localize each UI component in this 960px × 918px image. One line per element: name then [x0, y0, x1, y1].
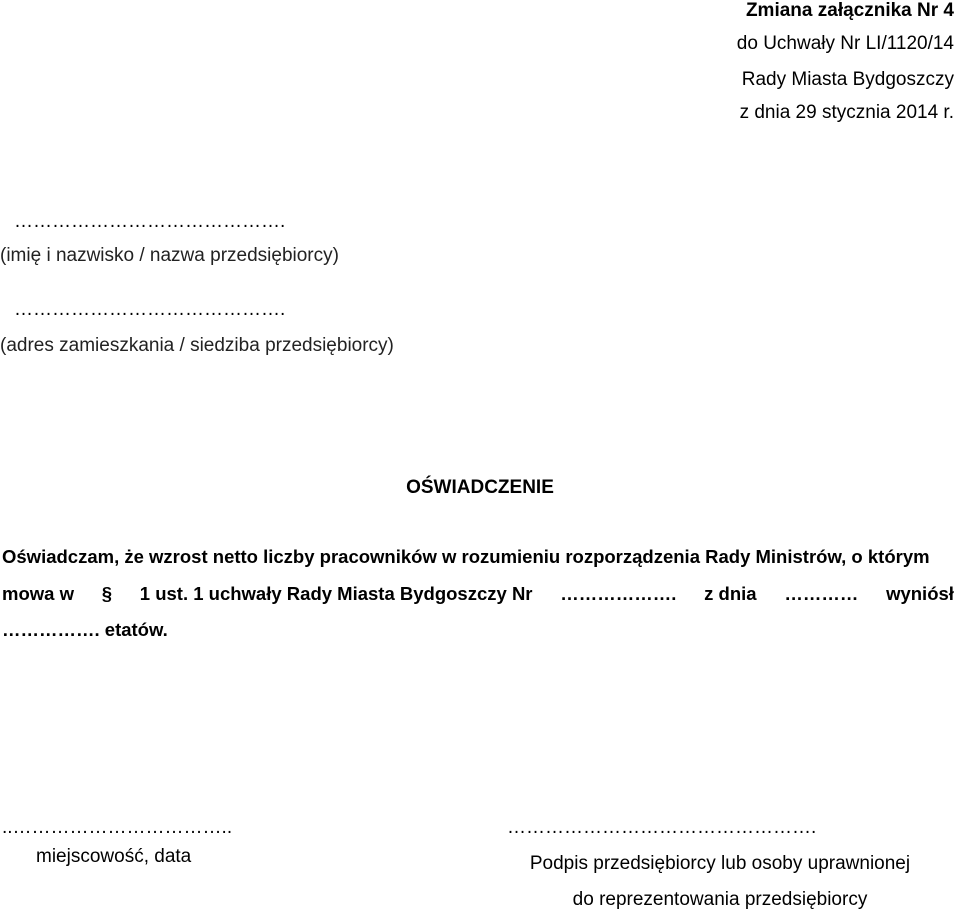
declaration-text-mowa: mowa w — [2, 583, 74, 604]
signature-label-line-2: do reprezentowania przedsiębiorcy — [572, 889, 868, 910]
resolution-number-dots: ………………. — [560, 583, 677, 604]
place-date-dots: ..…………………………….. — [2, 817, 233, 838]
resolution-date-dots: ………… — [784, 583, 859, 604]
signature-dots: …………………………………………. — [507, 817, 817, 838]
declaration-text-date: z dnia — [704, 583, 757, 604]
declaration-text-amount: wyniósł — [886, 583, 954, 604]
declaration-line-2 — [2, 583, 954, 605]
signature-label-block — [480, 846, 960, 918]
place-date-label: miejscowość, data — [36, 846, 192, 867]
declaration-line-3: ……………. etatów. — [2, 619, 168, 640]
paragraph-symbol: § — [101, 583, 113, 604]
amendment-title: Zmiana załącznika Nr 4 — [745, 0, 954, 21]
address-field-label: (adres zamieszkania / siedziba przedsiębiorcy) — [0, 335, 394, 356]
resolution-number: do Uchwały Nr LI/1120/14 — [736, 33, 954, 54]
name-placeholder-dots: ……………………………………. — [14, 211, 286, 232]
declaration-text-resolution: 1 ust. 1 uchwały Rady Miasta Bydgoszczy Nr — [139, 583, 533, 604]
address-placeholder-dots: ……………………………………. — [14, 299, 286, 320]
council-name: Rady Miasta Bydgoszczy — [741, 69, 954, 90]
signature-label-line-1: Podpis przedsiębiorcy lub osoby uprawnionej — [529, 853, 911, 874]
name-field-label: (imię i nazwisko / nazwa przedsiębiorcy) — [0, 245, 339, 266]
declaration-line-1: Oświadczam, że wzrost netto liczby pracowników w rozumieniu rozporządzenia Rady Ministrów, o którym — [2, 546, 930, 567]
resolution-date: z dnia 29 stycznia 2014 r. — [739, 102, 954, 123]
document-title: OŚWIADCZENIE — [406, 477, 554, 498]
